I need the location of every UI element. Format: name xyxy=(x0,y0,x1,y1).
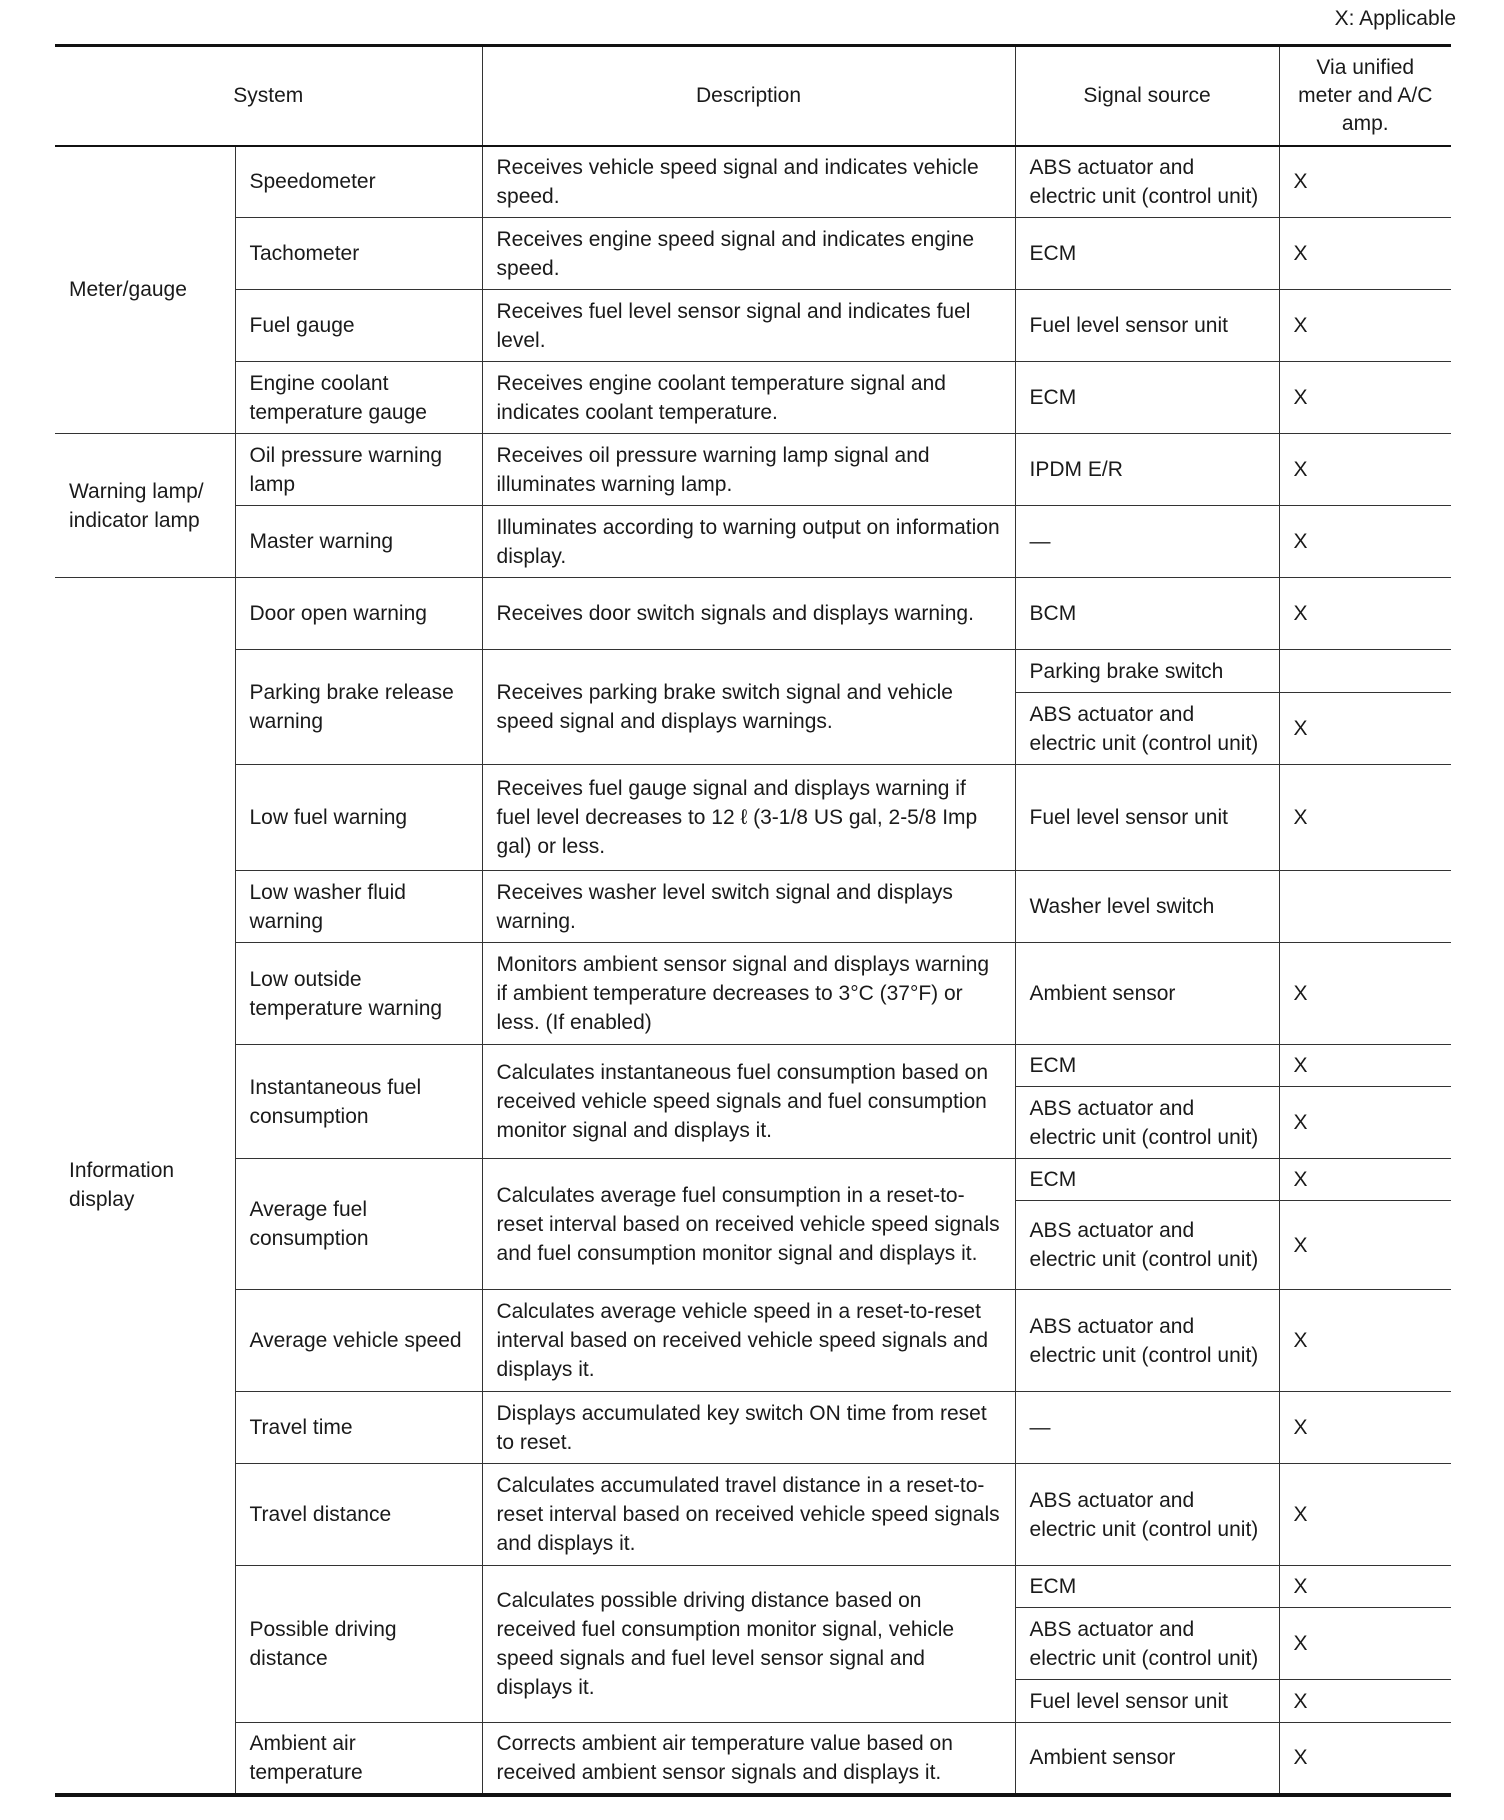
via-mark: X xyxy=(1279,1392,1451,1464)
description: Calculates average vehicle speed in a reset-to-reset interval based on received vehicle speed signals and displays it. xyxy=(482,1290,1015,1392)
via-mark: X xyxy=(1279,1723,1451,1795)
system-name: Fuel gauge xyxy=(235,290,482,362)
via-mark: X xyxy=(1279,1608,1451,1680)
signal-source: ECM xyxy=(1015,1159,1279,1201)
signal-source: IPDM E/R xyxy=(1015,434,1279,506)
table-row xyxy=(55,362,1451,434)
description: Receives door switch signals and displays warning. xyxy=(482,578,1015,650)
signal-source: Fuel level sensor unit xyxy=(1015,290,1279,362)
description: Calculates accumulated travel distance in a reset-to-reset interval based on received vehicle speed signals and displays it. xyxy=(482,1464,1015,1566)
signal-source: BCM xyxy=(1015,578,1279,650)
table-row xyxy=(55,1159,1451,1201)
description: Monitors ambient sensor signal and displays warning if ambient temperature decreases to 3°C (37°F) or less. (If enabled) xyxy=(482,943,1015,1045)
signal-source: — xyxy=(1015,1392,1279,1464)
header-via: Via unified meter and A/C amp. xyxy=(1279,46,1451,146)
via-mark: X xyxy=(1279,578,1451,650)
description: Calculates possible driving distance based on received fuel consumption monitor signal, vehicle speed signals and fuel level sensor signal and displays it. xyxy=(482,1566,1015,1723)
via-mark: X xyxy=(1279,1566,1451,1608)
via-mark: X xyxy=(1279,218,1451,290)
table-row xyxy=(55,943,1451,1045)
system-name: Average vehicle speed xyxy=(235,1290,482,1392)
table-row xyxy=(55,1464,1451,1566)
signal-source: — xyxy=(1015,506,1279,578)
system-name: Speedometer xyxy=(235,146,482,218)
description: Calculates average fuel consumption in a reset-to-reset interval based on received vehicle speed signals and fuel consumption monitor signal and displays it. xyxy=(482,1159,1015,1290)
signal-source: ABS actuator and electric unit (control unit) xyxy=(1015,1290,1279,1392)
description: Calculates instantaneous fuel consumption based on received vehicle speed signals and fuel consumption monitor signal and displays it. xyxy=(482,1045,1015,1159)
signal-source: ABS actuator and electric unit (control unit) xyxy=(1015,693,1279,765)
description: Receives parking brake switch signal and vehicle speed signal and displays warnings. xyxy=(482,650,1015,765)
system-name: Travel time xyxy=(235,1392,482,1464)
system-name: Instantaneous fuel consumption xyxy=(235,1045,482,1159)
system-name: Travel distance xyxy=(235,1464,482,1566)
via-mark: X xyxy=(1279,1201,1451,1290)
system-name: Door open warning xyxy=(235,578,482,650)
signal-source: ECM xyxy=(1015,362,1279,434)
system-name: Low outside temperature warning xyxy=(235,943,482,1045)
via-mark xyxy=(1279,871,1451,943)
via-mark: X xyxy=(1279,943,1451,1045)
table-row xyxy=(55,1290,1451,1392)
via-mark: X xyxy=(1279,1087,1451,1159)
system-name: Average fuel consumption xyxy=(235,1159,482,1290)
header-description: Description xyxy=(482,46,1015,146)
signal-source: ABS actuator and electric unit (control unit) xyxy=(1015,1608,1279,1680)
table-row xyxy=(55,434,1451,506)
table-row xyxy=(55,1392,1451,1464)
signal-source: ABS actuator and electric unit (control unit) xyxy=(1015,1464,1279,1566)
via-mark: X xyxy=(1279,290,1451,362)
system-name: Ambient air temperature xyxy=(235,1723,482,1795)
description: Receives fuel gauge signal and displays warning if fuel level decreases to 12 ℓ (3-1/8 US gal, 2-5/8 Imp gal) or less. xyxy=(482,765,1015,871)
group-warning-lamp: Warning lamp/ indicator lamp xyxy=(55,434,235,578)
signal-source: ECM xyxy=(1015,218,1279,290)
description: Displays accumulated key switch ON time from reset to reset. xyxy=(482,1392,1015,1464)
via-mark xyxy=(1279,650,1451,693)
table-row xyxy=(55,765,1451,871)
via-mark: X xyxy=(1279,1045,1451,1087)
system-name: Low washer fluid warning xyxy=(235,871,482,943)
header-system: System xyxy=(55,46,482,146)
system-table xyxy=(55,44,1451,1797)
signal-source: ABS actuator and electric unit (control unit) xyxy=(1015,1201,1279,1290)
via-mark: X xyxy=(1279,1680,1451,1723)
table-row xyxy=(55,506,1451,578)
via-mark: X xyxy=(1279,1290,1451,1392)
table-row xyxy=(55,650,1451,693)
group-meter-gauge: Meter/gauge xyxy=(55,146,235,434)
via-mark: X xyxy=(1279,765,1451,871)
table-row xyxy=(55,1566,1451,1608)
system-name: Tachometer xyxy=(235,218,482,290)
via-mark: X xyxy=(1279,362,1451,434)
via-mark: X xyxy=(1279,693,1451,765)
via-mark: X xyxy=(1279,506,1451,578)
signal-source: ECM xyxy=(1015,1045,1279,1087)
system-name: Engine coolant temperature gauge xyxy=(235,362,482,434)
system-name: Low fuel warning xyxy=(235,765,482,871)
signal-source: ABS actuator and electric unit (control unit) xyxy=(1015,146,1279,218)
signal-source: Fuel level sensor unit xyxy=(1015,765,1279,871)
description: Receives vehicle speed signal and indicates vehicle speed. xyxy=(482,146,1015,218)
system-name: Parking brake release warning xyxy=(235,650,482,765)
signal-source: ECM xyxy=(1015,1566,1279,1608)
signal-source: Parking brake switch xyxy=(1015,650,1279,693)
table-row xyxy=(55,218,1451,290)
description: Receives washer level switch signal and displays warning. xyxy=(482,871,1015,943)
system-name: Master warning xyxy=(235,506,482,578)
legend-note: X: Applicable xyxy=(1334,7,1456,30)
system-name: Possible driving distance xyxy=(235,1566,482,1723)
table-row xyxy=(55,1723,1451,1795)
table-row xyxy=(55,578,1451,650)
header-row xyxy=(55,46,1451,146)
via-mark: X xyxy=(1279,146,1451,218)
description: Receives engine speed signal and indicates engine speed. xyxy=(482,218,1015,290)
signal-source: Ambient sensor xyxy=(1015,943,1279,1045)
via-mark: X xyxy=(1279,1464,1451,1566)
description: Receives fuel level sensor signal and indicates fuel level. xyxy=(482,290,1015,362)
table-row xyxy=(55,1045,1451,1087)
description: Illuminates according to warning output on information display. xyxy=(482,506,1015,578)
signal-source: Fuel level sensor unit xyxy=(1015,1680,1279,1723)
header-signal-source: Signal source xyxy=(1015,46,1279,146)
signal-source: ABS actuator and electric unit (control unit) xyxy=(1015,1087,1279,1159)
table-row xyxy=(55,290,1451,362)
table-row xyxy=(55,146,1451,218)
system-name: Oil pressure warning lamp xyxy=(235,434,482,506)
signal-source: Washer level switch xyxy=(1015,871,1279,943)
via-mark: X xyxy=(1279,1159,1451,1201)
description: Receives engine coolant temperature signal and indicates coolant temperature. xyxy=(482,362,1015,434)
description: Receives oil pressure warning lamp signal and illuminates warning lamp. xyxy=(482,434,1015,506)
signal-source: Ambient sensor xyxy=(1015,1723,1279,1795)
group-information-display: Information display xyxy=(55,578,235,1795)
via-mark: X xyxy=(1279,434,1451,506)
description: Corrects ambient air temperature value based on received ambient sensor signals and displays it. xyxy=(482,1723,1015,1795)
table-row xyxy=(55,871,1451,943)
